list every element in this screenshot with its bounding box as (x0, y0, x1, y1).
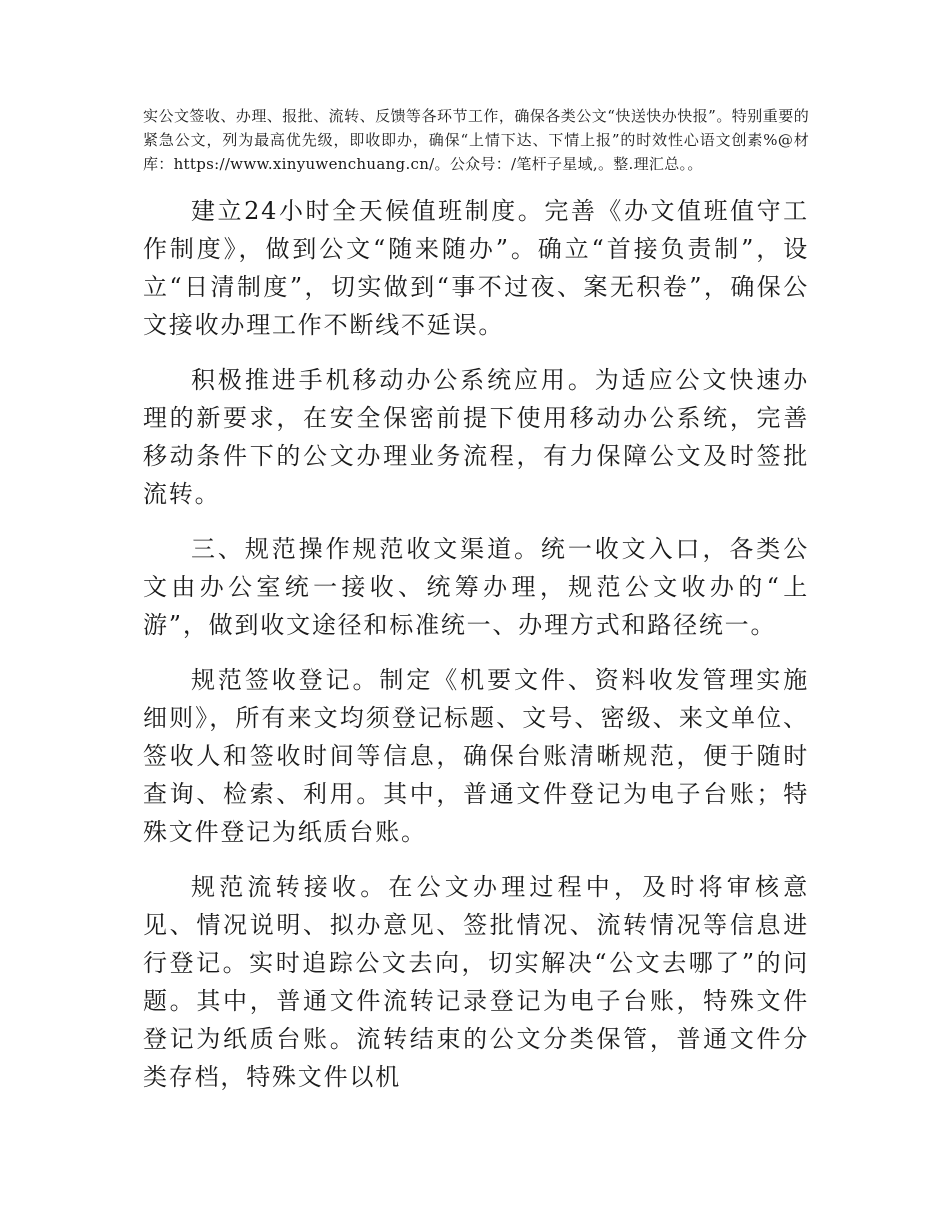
intro-paragraph: 实公文签收、办理、报批、流转、反馈等各环节工作，确保各类公文“快送快办快报”。特别重要的紧急公文，列为最高优先级，即收即办，确保“上情下达、下情上报”的时效性心语文创素%@材库：https://www.xinyuwenchuang.cn/。公众号：/笔杆子星域,。整.理汇总。。 (143, 107, 809, 173)
document-body (143, 104, 809, 1113)
paragraph-receiving-channel: 三、规范操作规范收文渠道。统一收文入口，各类公文由办公室统一接收、统筹办理，规范公文收办的“上游”，做到收文途径和标准统一、办理方式和路径统一。 (143, 535, 809, 639)
paragraph-sign-in-registration: 规范签收登记。制定《机要文件、资料收发管理实施细则》，所有来文均须登记标题、文号、密级、来文单位、签收人和签收时间等信息，确保台账清晰规范，便于随时查询、检索、利用。其中，普通文件登记为电子台账；特殊文件登记为纸质台账。 (143, 666, 809, 846)
paragraph-mobile-office: 积极推进手机移动办公系统应用。为适应公文快速办理的新要求，在安全保密前提下使用移动办公系统，完善移动条件下的公文办理业务流程，有力保障公文及时签批流转。 (143, 366, 809, 508)
paragraph-duty-system: 建立24小时全天候值班制度。完善《办文值班值守工作制度》，做到公文“随来随办”。确立“首接负责制”，设立“日清制度”，切实做到“事不过夜、案无积卷”，确保公文接收办理工作不断线不延误。 (143, 197, 809, 339)
paragraph-circulation: 规范流转接收。在公文办理过程中，及时将审核意见、情况说明、拟办意见、签批情况、流转情况等信息进行登记。实时追踪公文去向，切实解决“公文去哪了”的问题。其中，普通文件流转记录登记为电子台账，特殊文件登记为纸质台账。流转结束的公文分类保管，普通文件分类存档，特殊文件以机 (143, 873, 809, 1091)
